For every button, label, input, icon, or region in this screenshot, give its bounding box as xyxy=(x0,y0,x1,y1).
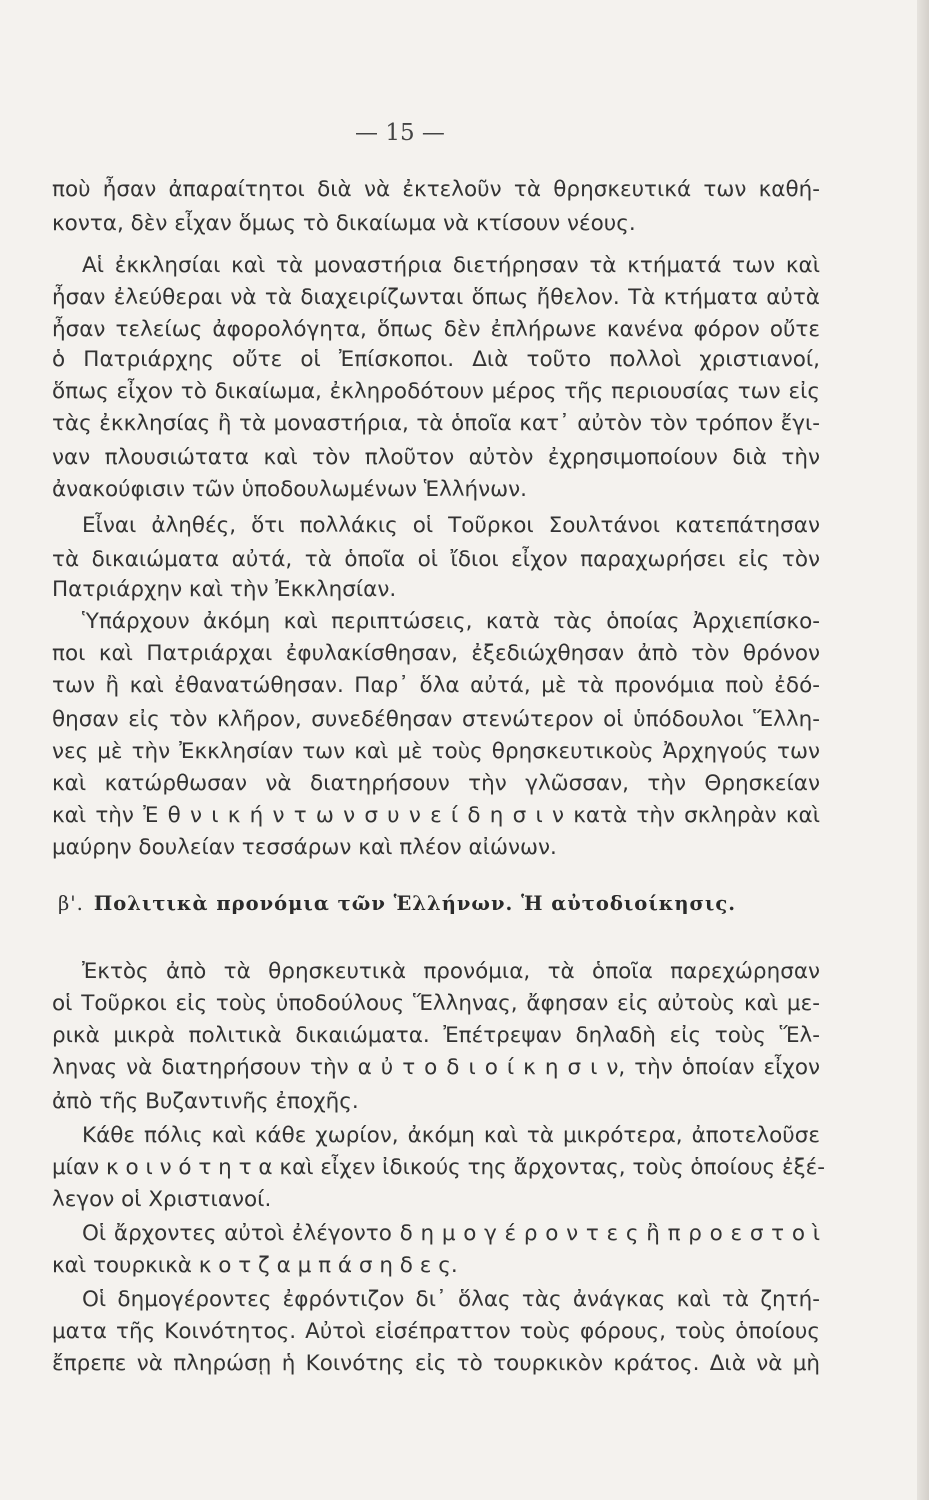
text-line: τὰ δικαιώματα αὐτά, τὰ ὁποῖα οἱ ἴδιοι εἶχον παραχωρήσει εἰς τὸν xyxy=(52,547,820,572)
text-line: κοντα, δὲν εἶχαν ὅμως τὸ δικαίωμα νὰ κτίσουν νέους. xyxy=(52,211,636,236)
text-line: ἦσαν ἐλεύθεραι νὰ τὰ διαχειρίζωνται ὅπως ἤθελον. Τὰ κτήματα αὐτὰ xyxy=(52,285,820,310)
text-line: ρικὰ μικρὰ πολιτικὰ δικαιώματα. Ἐπέτρεψαν δηλαδὴ εἰς τοὺς Ἕλ- xyxy=(52,1023,820,1048)
text-line: ἀνακούφισιν τῶν ὑποδουλωμένων Ἑλλήνων. xyxy=(52,477,528,502)
page-edge xyxy=(917,0,929,1500)
text-line: τὰς ἐκκλησίας ἢ τὰ μοναστήρια, τὰ ὁποῖα κατ᾽ αὐτὸν τὸν τρόπον ἔγι- xyxy=(52,411,820,436)
text-line: μίαν κ ο ι ν ό τ η τ α καὶ εἶχεν ἰδικούς της ἄρχοντας, τοὺς ὁποίους ἐξέ- xyxy=(52,1155,825,1180)
text-line: Εἶναι ἀληθές, ὅτι πολλάκις οἱ Τοῦρκοι Σουλτάνοι κατεπάτησαν xyxy=(82,513,820,538)
page-number: — 15 — xyxy=(355,120,445,146)
text-line: θησαν εἰς τὸν κλῆρον, συνεδέθησαν στενώτερον οἱ ὑπόδουλοι Ἕλλη- xyxy=(52,707,820,732)
text-line: ποι καὶ Πατριάρχαι ἐφυλακίσθησαν, ἐξεδιώχθησαν ἀπὸ τὸν θρόνον xyxy=(52,641,820,666)
text-line: ποὺ ἦσαν ἀπαραίτητοι διὰ νὰ ἐκτελοῦν τὰ θρησκευτικά των καθή- xyxy=(52,177,820,202)
text-line: οἱ Τοῦρκοι εἰς τοὺς ὑποδούλους Ἕλληνας, ἄφησαν εἰς αὐτοὺς καὶ με- xyxy=(52,991,820,1016)
text-line: ληνας νὰ διατηρήσουν τὴν α ὐ τ ο δ ι ο ί κ η σ ι ν, τὴν ὁποίαν εἶχον xyxy=(52,1055,820,1080)
text-line: Ἐκτὸς ἀπὸ τὰ θρησκευτικὰ προνόμια, τὰ ὁποῖα παρεχώρησαν xyxy=(82,959,820,984)
text-line: των ἢ καὶ ἐθανατώθησαν. Παρ᾽ ὅλα αὐτά, μὲ τὰ προνόμια ποὺ ἐδό- xyxy=(52,673,820,698)
text-line: μαύρην δουλείαν τεσσάρων καὶ πλέον αἰώνων. xyxy=(52,835,557,860)
text-line: Οἱ ἄρχοντες αὐτοὶ ἐλέγοντο δ η μ ο γ έ ρ ο ν τ ε ς ἢ π ρ ο ε σ τ ο ὶ xyxy=(82,1221,820,1246)
text-line: λεγον οἱ Χριστιανοί. xyxy=(52,1187,272,1212)
text-line: νες μὲ τὴν Ἐκκλησίαν των καὶ μὲ τοὺς θρησκευτικοὺς Ἀρχηγούς των xyxy=(52,739,820,764)
text-line: ἦσαν τελείως ἀφορολόγητα, ὅπως δὲν ἐπλήρωνε κανένα φόρον οὔτε xyxy=(52,317,820,342)
text-line: καὶ τὴν Ἐ θ ν ι κ ή ν τ ω ν σ υ ν ε ί δ η σ ι ν κατὰ τὴν σκληρὰν καὶ xyxy=(52,803,820,828)
text-line: Κάθε πόλις καὶ κάθε χωρίον, ἀκόμη καὶ τὰ μικρότερα, ἀποτελοῦσε xyxy=(82,1123,820,1148)
text-line: Αἱ ἐκκλησίαι καὶ τὰ μοναστήρια διετήρησαν τὰ κτήματά των καὶ xyxy=(82,253,820,278)
text-line: ὁ Πατριάρχης οὔτε οἱ Ἐπίσκοποι. Διὰ τοῦτο πολλοὶ χριστιανοί, xyxy=(52,347,820,372)
section-heading xyxy=(58,892,736,915)
text-line: ἔπρεπε νὰ πληρώσῃ ἡ Κοινότης εἰς τὸ τουρκικὸν κράτος. Διὰ νὰ μὴ xyxy=(52,1351,820,1376)
section-title: Πολιτικὰ προνόμια τῶν Ἑλλήνων. Ἡ αὐτοδιοίκησις. xyxy=(93,892,737,915)
text-line: ἀπὸ τῆς Βυζαντινῆς ἐποχῆς. xyxy=(52,1089,359,1114)
text-line: καὶ τουρκικὰ κ ο τ ζ α μ π ά σ η δ ε ς. xyxy=(52,1253,458,1278)
text-line: Ὑπάρχουν ἀκόμη καὶ περιπτώσεις, κατὰ τὰς ὁποίας Ἀρχιεπίσκο- xyxy=(82,609,820,634)
text-line: Πατριάρχην καὶ τὴν Ἐκκλησίαν. xyxy=(52,577,397,602)
text-line: Οἱ δημογέροντες ἐφρόντιζον δι᾽ ὅλας τὰς ἀνάγκας καὶ τὰ ζητή- xyxy=(82,1287,820,1312)
text-line: ματα τῆς Κοινότητος. Αὐτοὶ εἰσέπραττον τοὺς φόρους, τοὺς ὁποίους xyxy=(52,1319,820,1344)
text-line: καὶ κατώρθωσαν νὰ διατηρήσουν τὴν γλῶσσαν, τὴν Θρησκείαν xyxy=(52,771,820,796)
text-line: ὅπως εἶχον τὸ δικαίωμα, ἐκληροδότουν μέρος τῆς περιουσίας των εἰς xyxy=(52,379,820,404)
text-line: ναν πλουσιώτατα καὶ τὸν πλοῦτον αὐτὸν ἐχρησιμοποίουν διὰ τὴν xyxy=(52,445,820,470)
section-marker: β'. xyxy=(58,892,84,915)
